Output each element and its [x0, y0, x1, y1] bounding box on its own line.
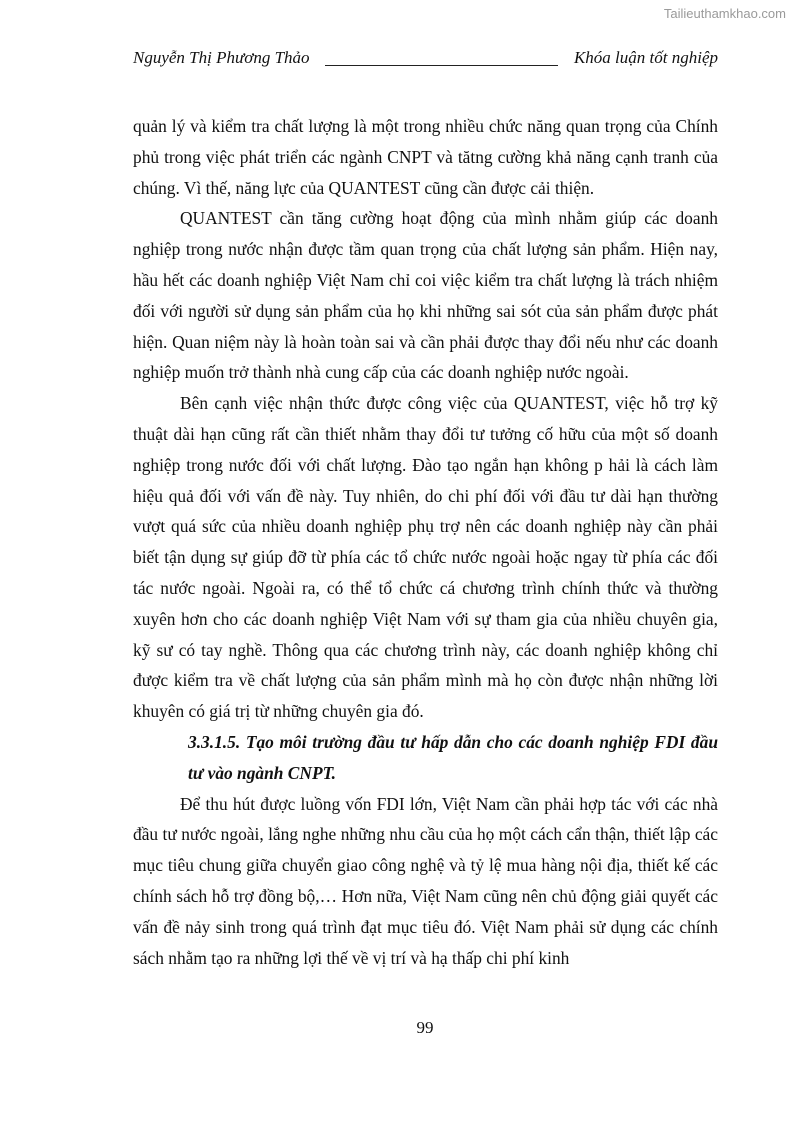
header-title: Khóa luận tốt nghiệp [573, 48, 718, 67]
header-author: Nguyễn Thị Phương Thảo [133, 48, 310, 67]
header-rule [325, 65, 558, 66]
paragraph: Bên cạnh việc nhận thức được công việc của QUANTEST, việc hỗ trợ kỹ thuật dài hạn cũng rất cần thiết nhằm thay đổi tư tưởng cố hữu của một số doanh nghiệp trong nước đối với chất lượng. Đào tạo ngắn hạn không p hải là cách làm hiệu quả đối với vấn đề này. Tuy nhiên, do chi phí đối với đầu tư dài hạn thường vượt quá sức của nhiều doanh nghiệp phụ trợ nên các doanh nghiệp này cần phải biết tận dụng sự giúp đỡ từ phía các tổ chức nước ngoài hoặc ngay từ phía các đối tác nước ngoài. Ngoài ra, có thể tổ chức cá chương trình chính thức và thường xuyên hơn cho các doanh nghiệp Việt Nam với sự tham gia của nhiều chuyên gia, kỹ sư có tay nghề. Thông qua các chương trình này, các doanh nghiệp không chỉ được kiểm tra về chất lượng của sản phẩm mình mà họ còn được nhận những lời khuyên có giá trị từ những chuyên gia đó. [133, 393, 718, 722]
paragraph: quản lý và kiểm tra chất lượng là một trong nhiều chức năng quan trọng của Chính phủ trong việc phát triển các ngành CNPT và tătng cường khả năng cạnh tranh của chúng. Vì thế, năng lực của QUANTEST cũng cần được cải thiện. [133, 116, 718, 198]
page-number: 99 [416, 1018, 434, 1037]
page-header [133, 48, 718, 70]
section-heading: 3.3.1.5. Tạo môi trường đầu tư hấp dẫn cho các doanh nghiệp FDI đầu tư vào ngành CNPT. [188, 731, 718, 783]
page-body [133, 111, 718, 973]
watermark: Tailieuthamkhao.com [663, 6, 786, 21]
paragraph: QUANTEST cần tăng cường hoạt động của mình nhằm giúp các doanh nghiệp trong nước nhận được tầm quan trọng của chất lượng sản phẩm. Hiện nay, hầu hết các doanh nghiệp Việt Nam chỉ coi việc kiểm tra chất lượng là trách nhiệm đối với người sử dụng sản phẩm của họ khi những sai sót của sản phẩm được phát hiện. Quan niệm này là hoàn toàn sai và cần phải được thay đổi nếu như các doanh nghiệp muốn trở thành nhà cung cấp của các doanh nghiệp nước ngoài. [133, 208, 718, 383]
paragraph: Để thu hút được luồng vốn FDI lớn, Việt Nam cần phải hợp tác với các nhà đầu tư nước ngoài, lắng nghe những nhu cầu của họ một cách cẩn thận, thiết lập các mục tiêu chung giữa chuyển giao công nghệ và tỷ lệ mua hàng nội địa, thiết kế các chính sách hỗ trợ đồng bộ,… Hơn nữa, Việt Nam cũng nên chủ động giải quyết các vấn đề nảy sinh trong quá trình đạt mục tiêu đó. Việt Nam phải sử dụng các chính sách nhằm tạo ra những lợi thế về vị trí và hạ thấp chi phí kinh [133, 793, 718, 968]
